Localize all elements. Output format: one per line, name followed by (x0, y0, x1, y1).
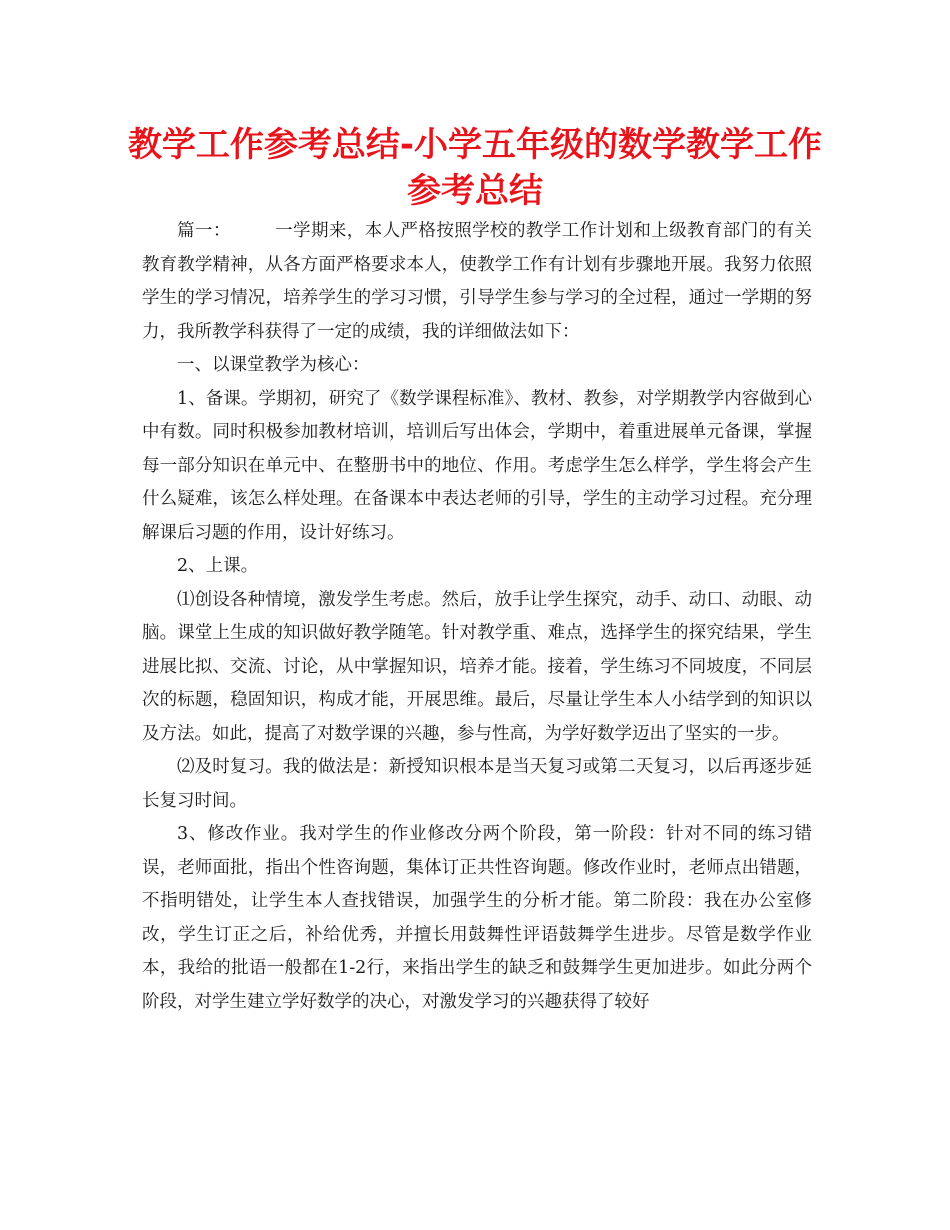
paragraph-label: 篇一： (177, 221, 231, 241)
document-title: 教学工作参考总结-小学五年级的数学教学工作参考总结 (127, 125, 823, 211)
paragraph-homework: 3、修改作业。我对学生的作业修改分两个阶段，第一阶段：针对不同的练习错误，老师面批，指出个性咨询题，集体订正共性咨询题。修改作业时，老师点出错题，不指明错处，让学生本人查找错误，加强学生的分析才能。第二阶段：我在办公室修改，学生订正之后，补给优秀，并擅长用鼓舞性评语鼓舞学生进步。尽管是数学作业本，我给的批语一般都在1-2行，来指出学生的缺乏和鼓舞学生更加进步。如此分两个阶段，对学生建立学好数学的决心，对激发学习的兴趣获得了较好 (142, 824, 812, 1012)
paragraph-text: 一学期来，本人严格按照学校的教学工作计划和上级教育部门的有关教育教学精神，从各方面严格要求本人，使教学工作有计划有步骤地开展。我努力依照学生的学习情况，培养学生的学习习惯，引导学生参与学习的全过程，通过一学期的努力，我所教学科获得了一定的成绩，我的详细做法如下： (142, 221, 813, 342)
section-heading: 一、以课堂教学为核心： (177, 355, 370, 375)
paragraph-intro (142, 215, 812, 349)
document-body (142, 215, 812, 1019)
paragraph-lesson-prep: 1、备课。学期初，研究了《数学课程标准》、教材、教参，对学期教学内容做到心中有数。同时积极参加教材培训，培训后写出体会，学期中，着重进展单元备课，掌握每一部分知识在单元中、在整册书中的地位、作用。考虑学生怎么样学，学生将会产生什么疑难，该怎么样处理。在备课本中表达老师的引导，学生的主动学习过程。充分理解课后习题的作用，设计好练习。 (142, 388, 812, 543)
paragraph-review: ⑵及时复习。我的做法是：新授知识根本是当天复习或第二天复习，以后再逐步延长复习时间。 (142, 757, 812, 811)
paragraph-teaching: ⑴创设各种情境，激发学生考虑。然后，放手让学生探究，动手、动口、动眼、动脑。课堂上生成的知识做好教学随笔。针对教学重、难点，选择学生的探究结果，学生进展比拟、交流、讨论，从中掌握知识，培养才能。接着，学生练习不同坡度，不同层次的标题，稳固知识，构成才能，开展思维。最后，尽量让学生本人小结学到的知识以及方法。如此，提高了对数学课的兴趣，参与性高，为学好数学迈出了坚实的一步。 (142, 589, 812, 744)
subsection-heading: 2、上课。 (177, 556, 259, 576)
